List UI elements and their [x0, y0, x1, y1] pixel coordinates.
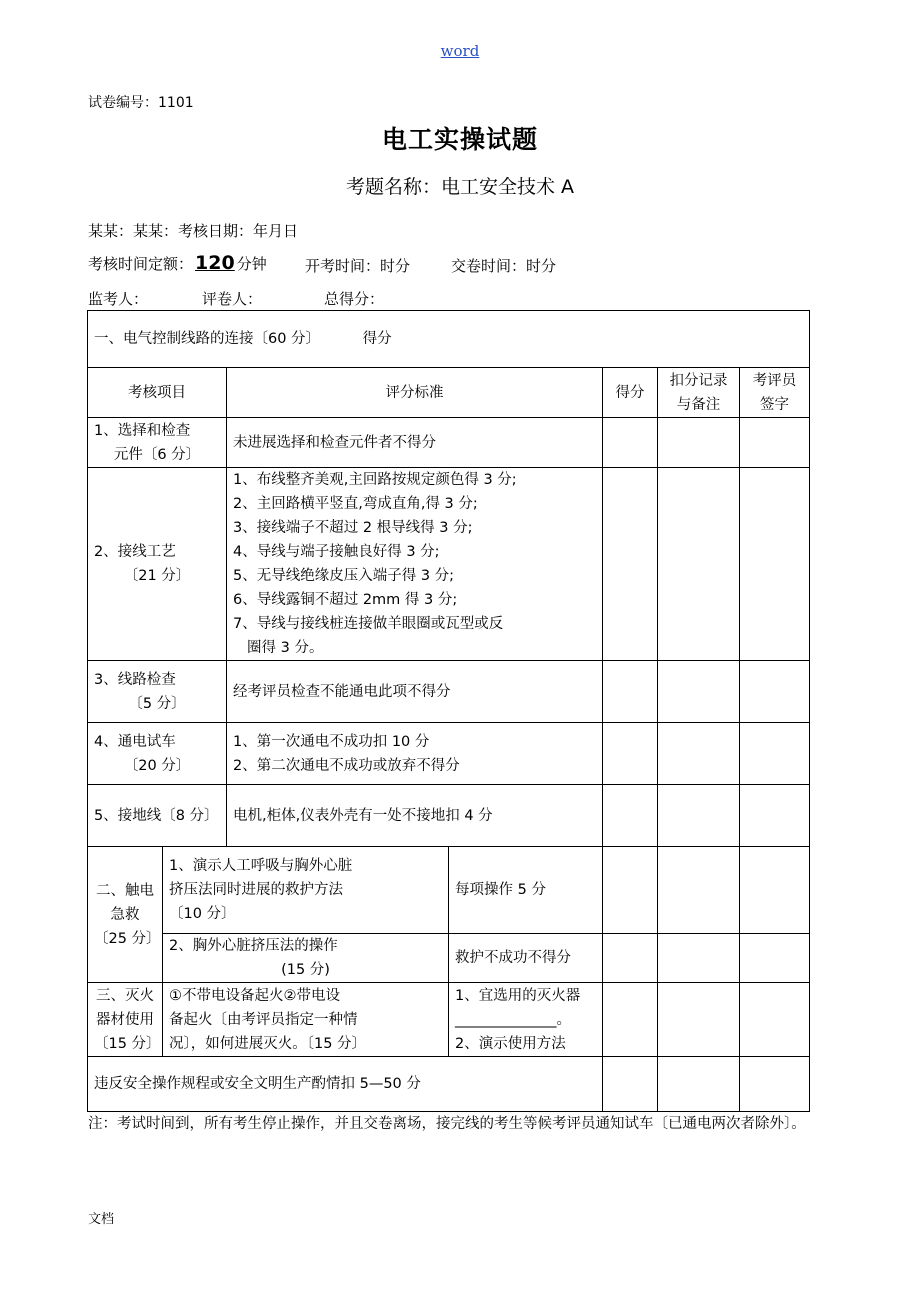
- table-row: [88, 468, 810, 661]
- header-score: 得分: [603, 368, 658, 418]
- sec2a-deduct-cell[interactable]: [658, 847, 740, 934]
- sec2b-sign-cell[interactable]: [740, 934, 810, 983]
- row3-item: 3、线路检查 〔5 分〕: [88, 661, 227, 723]
- table-row: [88, 661, 810, 723]
- table-row: [88, 934, 810, 983]
- section2-sub1: 1、演示人工呼吸与胸外心脏 挤压法同时进展的救护方法 〔10 分〕: [163, 847, 449, 934]
- table-row: [88, 785, 810, 847]
- time-value: 120: [195, 252, 235, 274]
- row2-criteria: 1、布线整齐美观,主回路按规定颜色得 3 分; 2、主回路横平竖直,弯成直角,得 3 分; 3、接线端子不超过 2 根导线得 3 分; 4、导线与端子接触良好得 3 分; 5、无导线绝缘皮压入端子得 3 分; 6、导线露铜不超过 2mm 得 3 分; 7、导线与接线桩连接做羊眼圈或瓦型或反 圈得 3 分。: [227, 468, 603, 661]
- paper-number: 试卷编号：1101: [88, 95, 194, 111]
- grader-label: 评卷人：: [202, 290, 263, 308]
- header-link[interactable]: word: [440, 42, 480, 60]
- row4-score-cell[interactable]: [603, 723, 658, 785]
- row4-sign-cell[interactable]: [740, 723, 810, 785]
- row3-sign-cell[interactable]: [740, 661, 810, 723]
- exam-note: 注：考试时间到，所有考生停止操作，并且交卷离场，接完线的考生等候考评员通知试车〔已通电两次者除外〕。: [88, 1116, 806, 1132]
- header-examiner: 考评员 签字: [740, 368, 810, 418]
- section2-sub1-criteria: 每项操作 5 分: [449, 847, 603, 934]
- time-unit: 分钟: [236, 255, 267, 273]
- row5-deduct-cell[interactable]: [658, 785, 740, 847]
- section1-title-cell: [88, 311, 810, 368]
- row1-sign-cell[interactable]: [740, 418, 810, 468]
- table-row: [88, 847, 810, 934]
- sec2b-score-cell[interactable]: [603, 934, 658, 983]
- row5-sign-cell[interactable]: [740, 785, 810, 847]
- violation-rule: 违反安全操作规程或安全文明生产酌情扣 5—50 分: [88, 1057, 603, 1112]
- section1-score-label: 得分: [362, 331, 392, 347]
- sec3-sign-cell[interactable]: [740, 983, 810, 1057]
- row1-criteria: 未进展选择和检查元件者不得分: [227, 418, 603, 468]
- row2-deduct-cell[interactable]: [658, 468, 740, 661]
- row4-criteria: 1、第一次通电不成功扣 10 分 2、第二次通电不成功或放弃不得分: [227, 723, 603, 785]
- row5-criteria: 电机,柜体,仪表外壳有一处不接地扣 4 分: [227, 785, 603, 847]
- exam-subtitle: 考题名称：电工安全技术 A: [345, 176, 575, 198]
- viol-score-cell[interactable]: [603, 1057, 658, 1112]
- sec2a-sign-cell[interactable]: [740, 847, 810, 934]
- table-row: [88, 983, 810, 1057]
- row1-item: 1、选择和检查 元件〔6 分〕: [88, 418, 227, 468]
- sec2b-deduct-cell[interactable]: [658, 934, 740, 983]
- row4-item: 4、通电试车 〔20 分〕: [88, 723, 227, 785]
- sec3-deduct-cell[interactable]: [658, 983, 740, 1057]
- section3-criteria: 1、宜选用的灭火器 ______________。 2、演示使用方法: [449, 983, 603, 1057]
- header-deduct: 扣分记录 与备注: [658, 368, 740, 418]
- header-item: 考核项目: [88, 368, 227, 418]
- row5-score-cell[interactable]: [603, 785, 658, 847]
- row4-deduct-cell[interactable]: [658, 723, 740, 785]
- row1-score-cell[interactable]: [603, 418, 658, 468]
- page-title: 电工实操试题: [381, 125, 538, 154]
- start-time: 开考时间：时分: [305, 257, 411, 275]
- total-score-label: 总得分：: [324, 290, 385, 308]
- candidate-info: 某某：某某：考核日期：年月日: [88, 222, 299, 240]
- table-row: [88, 723, 810, 785]
- viol-deduct-cell[interactable]: [658, 1057, 740, 1112]
- page-footer: 文档: [88, 1212, 115, 1227]
- section2-sub2-criteria: 救护不成功不得分: [449, 934, 603, 983]
- time-label: 考核时间定额：: [88, 255, 194, 273]
- table-row: [88, 1057, 810, 1112]
- row3-score-cell[interactable]: [603, 661, 658, 723]
- viol-sign-cell[interactable]: [740, 1057, 810, 1112]
- row3-criteria: 经考评员检查不能通电此项不得分: [227, 661, 603, 723]
- row1-deduct-cell[interactable]: [658, 418, 740, 468]
- sec3-score-cell[interactable]: [603, 983, 658, 1057]
- section2-sub2: 2、胸外心脏挤压法的操作 (15 分): [163, 934, 449, 983]
- header-criteria: 评分标准: [227, 368, 603, 418]
- section2-label: 二、触电 急救 〔25 分〕: [88, 847, 163, 983]
- table-row: [88, 418, 810, 468]
- row3-deduct-cell[interactable]: [658, 661, 740, 723]
- score-table: [87, 310, 810, 1112]
- section3-label: 三、灭火 器材使用 〔15 分〕: [88, 983, 163, 1057]
- section1-title: 一、电气控制线路的连接〔60 分〕: [94, 331, 321, 347]
- sec2a-score-cell[interactable]: [603, 847, 658, 934]
- section3-desc: ①不带电设备起火②带电设 备起火〔由考评员指定一种情 况〕，如何进展灭火。〔15 分〕: [163, 983, 449, 1057]
- row2-item: 2、接线工艺 〔21 分〕: [88, 468, 227, 661]
- proctor-label: 监考人：: [88, 290, 149, 308]
- row2-sign-cell[interactable]: [740, 468, 810, 661]
- submit-time: 交卷时间：时分: [451, 257, 557, 275]
- row5-item: 5、接地线〔8 分〕: [88, 785, 227, 847]
- row2-score-cell[interactable]: [603, 468, 658, 661]
